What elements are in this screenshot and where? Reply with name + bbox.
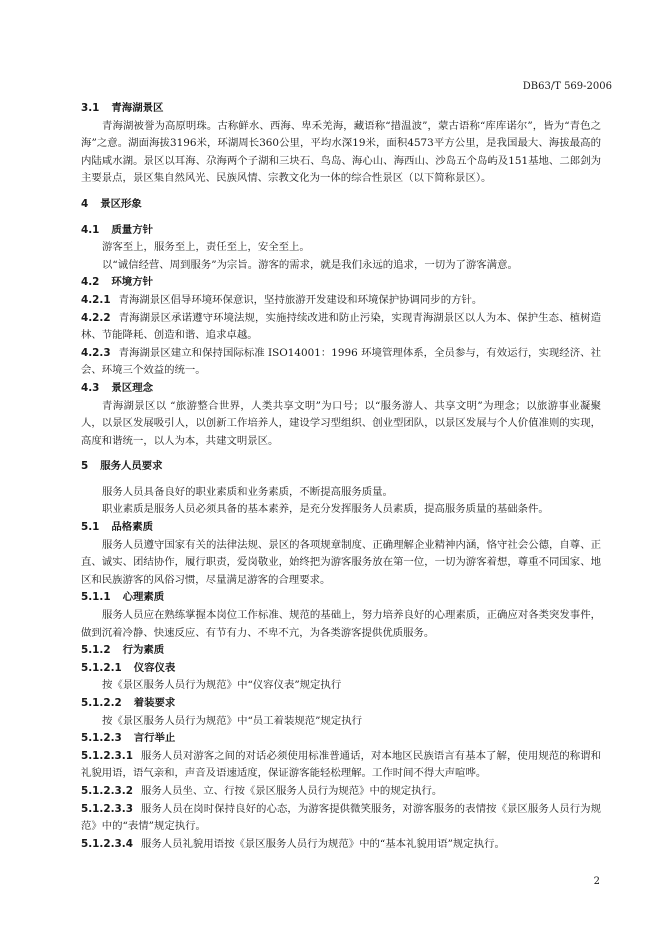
section-4-3-text: 青海湖景区以 “旅游整合世界，人类共享文明”为口号；以“服务游人、共享文明”为理念；以旅游事业凝聚人，以景区发展吸引人，以创新工作培养人，建设学习型组织、创业型团队，以景区发展与个人价值准则的实现，高度和谐统一，以人为本，共建文明景区。 [81,399,601,447]
section-5-para-2: 职业素质是服务人员必须具备的基本素养，是充分发挥服务人员素质，提高服务质量的基础条件。 [102,503,549,516]
section-5-1-2-3-4: 5.1.2.3.4 服务人员礼貌用语按《景区服务人员行为规范》中的“基本礼貌用语”规定执行。 [81,837,505,850]
section-4-1-para-1: 游客至上，服务至上，责任至上，安全至上。 [102,241,310,254]
section-5-para-1: 服务人员具备良好的职业素质和业务素质，不断提高服务质量。 [102,485,393,498]
section-5-1-2-3-heading: 5.1.2.3 言行举止 [81,732,176,745]
section-4-3-heading: 4.3 景区理念 [81,381,153,394]
section-3-1-text: 青海湖被誉为高原明珠。古称鲜水、西海、卑禾羌海，藏语称“措温波”，蒙古语称“库库诺尔”，皆为“青色之海”之意。湖面海拔3196米，环湖周长360公里，平均水深19米，面积4573平方公里，是我国最大、海拔最高的内陆咸水湖。景区以耳海、尕海两个子湖和三块石、鸟岛、海心山、海西山、沙岛五个岛屿及151基地、二郎剑为主要景点，景区集自然风光、民族风情、宗教文化为一体的综合性景区（以下简称景区）。 [81,119,601,185]
section-5-1-1-text: 服务人员应在熟练掌握本岗位工作标准、规范的基础上，努力培养良好的心理素质，正确应对各类突发事件，做到沉着冷静、快速反应、有节有力、不卑不亢，为各类游客提供优质服务。 [81,609,601,639]
section-4-heading: 4 景区形象 [81,197,142,210]
document-body [81,100,601,853]
section-4-2-3: 4.2.3 青海湖景区建立和保持国际标准 ISO14001：1996 环境管理体系，全员参与，有效运行，实现经济、社会、环境三个效益的统一。 [81,346,601,377]
section-5-heading: 5 服务人员要求 [81,460,163,473]
section-5-1-2-3-2: 5.1.2.3.2 服务人员坐、立、行按《景区服务人员行为规范》中的规定执行。 [81,784,443,797]
section-5-1-heading: 5.1 品格素质 [81,521,153,534]
section-4-1-para-2: 以“诚信经营、周到服务”为宗旨。游客的需求，就是我们永远的追求，一切为了游客满意。 [102,258,518,271]
section-4-2-2: 4.2.2 青海湖景区承诺遵守环境法规，实施持续改进和防止污染，实现青海湖景区以人为本、保护生态、植树造林、节能降耗、创造和谐、追求卓越。 [81,311,601,342]
section-5-1-2-2-text: 按《景区服务人员行为规范》中“员工着装规范”规定执行 [102,714,362,727]
section-5-1-2-1-text: 按《景区服务人员行为规范》中“仪容仪表”规定执行 [102,679,342,692]
section-5-1-2-heading: 5.1.2 行为素质 [81,644,165,657]
section-5-1-text: 服务人员遵守国家有关的法律法规、景区的各项规章制度、正确理解企业精神内涵，恪守社会公德，自尊、正直、诚实、团结协作，履行职责，爱岗敬业，始终把为游客服务放在第一位，一切为游客着想，尊重不同国家、地区和民族游客的风俗习惯，尽量满足游客的合理要求。 [81,538,601,586]
page-number: 2 [593,876,600,887]
section-5-1-2-2-heading: 5.1.2.2 着装要求 [81,697,176,709]
section-5-1-2-3-3: 5.1.2.3.3 服务人员在岗时保持良好的心态，为游客提供微笑服务，对游客服务的表情按《景区服务人员行为规范》中的“表情”规定执行。 [81,802,601,833]
section-5-1-2-1-heading: 5.1.2.1 仪容仪表 [81,661,176,674]
section-5-1-1-heading: 5.1.1 心理素质 [81,591,165,604]
section-3-1-heading: 3.1 青海湖景区 [81,102,164,114]
section-5-1-2-3-1: 5.1.2.3.1 服务人员对游客之间的对话必须使用标准普通话，对本地区民族语言有基本了解，使用规范的称谓和礼貌用语，语气亲和，声音及语速适度，保证游客能轻松理解。工作时间不得大声喧哗。 [81,749,601,780]
document-code: DB63/T 569-2006 [522,81,612,92]
section-4-2-heading: 4.2 环境方针 [81,276,153,289]
section-4-2-1: 4.2.1 青海湖景区倡导环境环保意识，坚持旅游开发建设和环境保护协调同步的方针。 [81,293,483,306]
section-4-1-heading: 4.1 质量方针 [81,223,153,236]
